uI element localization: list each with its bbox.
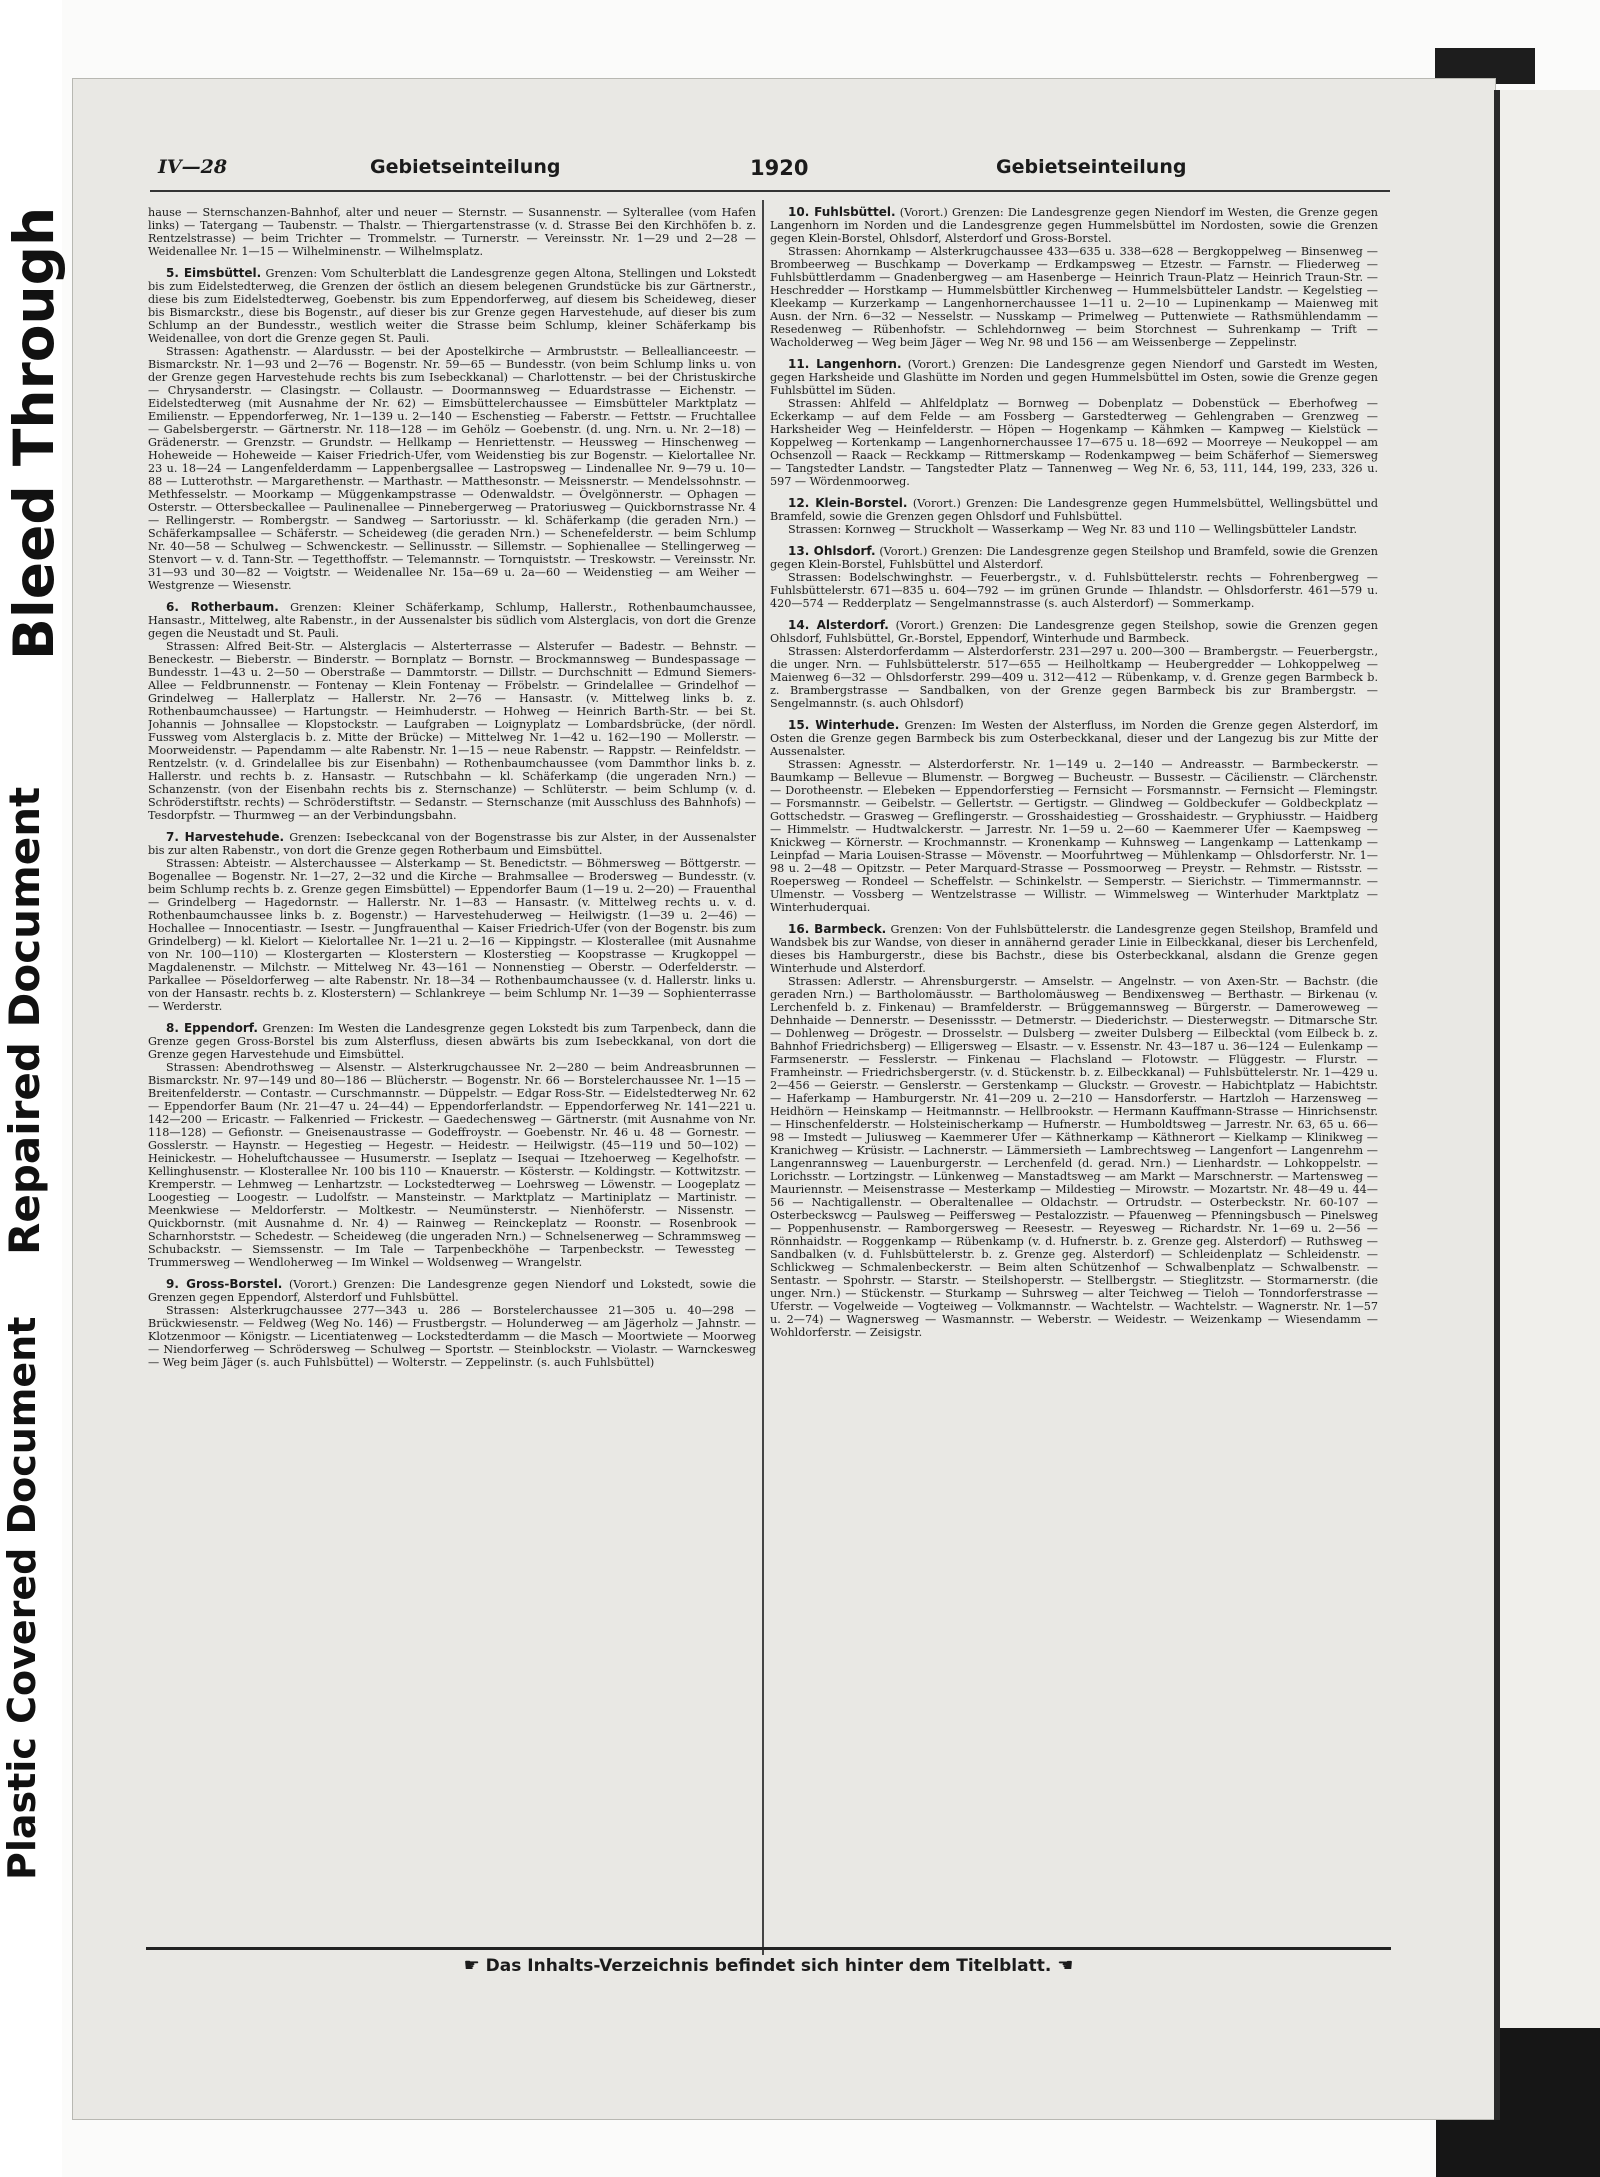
district-8 xyxy=(148,1022,756,1269)
district-16-title: 16. Barmbeck. xyxy=(788,922,887,936)
page-number: IV—28 xyxy=(158,156,228,178)
district-13-streets: Strassen: Bodelschwinghstr. — Feuerbergstr., v. d. Fuhlsbüttelerstr. rechts — Fohrenbergweg — Fuhlsbüttelerstr. 671—835 u. 604—792 — im grünen Grunde — Ihlandstr. — Ohlsdorferstr. 461—579 u. 420—574 — Redderplatz — Sengelmannstrasse (s. auch Alsterdorf) — Sommerkamp. xyxy=(770,571,1378,610)
district-7-streets: Strassen: Abteistr. — Alsterchaussee — Alsterkamp — St. Benedictstr. — Böhmersweg — Böttgerstr. — Bogenallee — Bogenstr. Nr. 1—27, 2—32 und die Kirche — Brahmsallee — Brodersweg — Bundesstr. (v. beim Schlump rechts b. z. Grenze gegen Eimsbüttel) — Eppendorfer Baum (1—19 u. 2—20) — Frauenthal — Grindelberg — Hagedornstr. — Hallerstr. Nr. 1—83 — Hansastr. (v. Mittelweg rechts u. v. d. Rothenbaumchaussee links b. z. Bogenstr.) — Harvestehuderweg — Heilwigstr. (1—39 u. 2—46) — Hochallee — Innocentiastr. — Isestr. — Jungfrauenthal — Kaiser Friedrich-Ufer (von der Bogenstr. bis zum Grindelberg) — kl. Kielort — Kielortallee Nr. 1—21 u. 2—16 — Kippingstr. — Klosterallee (mit Ausnahme von Nr. 100—110) — Klostergarten — Klosterstern — Klosterstieg — Koopstrasse — Krugkoppel — Magdalenenstr. — Milchstr. — Mittelweg Nr. 43—161 — Nonnenstieg — Oberstr. — Oderfelderstr. — Parkallee — Pöseldorferweg — alte Rabenstr. Nr. 18—34 — Rothenbaumchaussee (v. d. Hallerstr. links u. von der Hansastr. rechts b. z. Klosterstern) — Schlankreye — beim Schlump Nr. 1—39 — Sophienterrasse — Werderstr. xyxy=(148,857,756,1013)
pointing-hand-right-icon: ☛ xyxy=(463,1955,480,1976)
district-9-streets: Strassen: Alsterkrugchaussee 277—343 u. 286 — Borstelerchaussee 21—305 u. 40—298 — Brückwiesenstr. — Feldweg (Weg No. 146) — Frustbergstr. — Holunderweg — am Jägerholz — Jahnstr. — Klotzenmoor — Königstr. — Licentiatenweg — Lockstedterdamm — die Masch — Moortwiete — Moorweg — Niendorferweg — Schrödersweg — Schulweg — Sportstr. — Steinblockstr. — Violastr. — Warnckesweg — Weg beim Jäger (s. auch Fuhlsbüttel) — Wolterstr. — Zeppelinstr. (s. auch Fuhlsbüttel) xyxy=(148,1304,756,1369)
page-header xyxy=(150,150,1390,192)
district-5-title: 5. Eimsbüttel. xyxy=(166,266,262,280)
header-year: 1920 xyxy=(750,156,809,180)
district-14-streets: Strassen: Alsterdorferdamm — Alsterdorferstr. 231—297 u. 200—300 — Brambergstr. — Feuerbergstr., die unger. Nrn. — Fuhlsbüttelerstr. 517—655 — Heilholtkamp — Heubergredder — Lohkoppelweg — Maienweg 6—32 — Ohlsdorferstr. 299—409 u. 312—412 — Rübenkamp, v. d. Grenze gegen Barmbeck b. z. Brambergstrasse — Sandbalken, von der Grenze gegen Barmbeck bis zur Brambergstr. — Sengelmannstr. (s. auch Ohlsdorf) xyxy=(770,645,1378,710)
district-5 xyxy=(148,267,756,592)
district-6-streets: Strassen: Alfred Beit-Str. — Alsterglacis — Alsterterrasse — Alsterufer — Badestr. — Behnstr. — Beneckestr. — Bieberstr. — Binderstr. — Bornplatz — Bornstr. — Brockmannsweg — Bundespassage — Bundesstr. 1—43 u. 2—50 — Oberstraße — Dammtorstr. — Dillstr. — Durchschnitt — Edmund Siemers-Allee — Feldbrunnenstr. — Fontenay — Klein Fontenay — Fröbelstr. — Grindelallee — Grindelhof — Grindelweg — Hallerplatz — Hallerstr. Nr. 2—76 — Hansastr. (v. Mittelweg links b. z. Rothenbaumchaussee) — Hartungstr. — Heimhuderstr. — Hohweg — Heinrich Barth-Str. — bei St. Johannis — Johnsallee — Klopstockstr. — Laufgraben — Loignyplatz — Lombardsbrücke, (der nördl. Fussweg vom Alsterglacis b. z. Mitte der Brücke) — Mittelweg Nr. 1—42 u. 162—190 — Mollerstr. — Moorweidenstr. — Papendamm — alte Rabenstr. Nr. 1—15 — neue Rabenstr. — Rappstr. — Reinfeldstr. — Rentzelstr. (v. d. Grindelallee bis zur Eisenbahn) — Rothenbaumchaussee (vom Dammthor links b. z. Hallerstr. und rechts b. z. Hansastr. — Rutschbahn — kl. Schäferkamp (die ungeraden Nrn.) — Schanzenstr. (von der Eisenbahn rechts bis z. Sternschanze) — Schlüterstr. — beim Schlump (v. d. Schröderstiftstr. rechts) — Schröderstiftstr. — Sedanstr. — Sternschanze (mit Ausschluss des Bahnhofs) — Tesdorpfstr. — Thurmweg — an der Verbindungsbahn. xyxy=(148,640,756,822)
district-15 xyxy=(770,719,1378,914)
district-9 xyxy=(148,1278,756,1369)
district-11 xyxy=(770,358,1378,488)
header-title-right: Gebietseinteilung xyxy=(996,156,1187,178)
district-8-streets: Strassen: Abendrothsweg — Alsenstr. — Alsterkrugchaussee Nr. 2—280 — beim Andreasbrunnen — Bismarckstr. Nr. 97—149 und 80—186 — Blücherstr. — Bogenstr. Nr. 66 — Borstelerchaussee Nr. 1—15 — Breitenfelderstr. — Contastr. — Curschmannstr. — Düppelstr. — Edgar Ross-Str. — Eidelstedterweg Nr. 62 — Eppendorfer Baum (Nr. 21—47 u. 24—44) — Eppendorferlandstr. — Eppendorferweg Nr. 141—221 u. 142—200 — Ericastr. — Falkenried — Frickestr. — Gaedechensweg — Gärtnerstr. (mit Ausnahme von Nr. 118—128) — Gefionstr. — Gneisenaustrasse — Godeffroystr. — Goebenstr. Nr. 46 u. 48 — Gornestr. — Gosslerstr. — Haynstr. — Hegestieg — Hegestr. — Heidestr. — Heilwigstr. (45—119 und 50—102) — Heinickestr. — Hoheluftchaussee — Husumerstr. — Iseplatz — Isequai — Itzehoerweg — Kegelhofstr. — Kellinghusenstr. — Klosterallee Nr. 100 bis 110 — Knauerstr. — Kösterstr. — Koldingstr. — Kottwitzstr. — Kremperstr. — Lehmweg — Lenhartzstr. — Lockstedterweg — Loehrsweg — Löwenstr. — Loogeplatz — Loogestieg — Loogestr. — Ludolfstr. — Mansteinstr. — Marktplatz — Martiniplatz — Martinistr. — Meenkwiese — Meldorferstr. — Moltkestr. — Neumünsterstr. — Nienhöferstr. — Nissenstr. — Quickbornstr. (mit Ausnahme d. Nr. 4) — Rainweg — Reinckeplatz — Roonstr. — Rosenbrook — Scharnhorststr. — Schedestr. — Scheideweg (die ungeraden Nrn.) — Schnelsenerweg — Schrammsweg — Schubackstr. — Siemssenstr. — Im Tale — Tarpenbeckhöhe — Tarpenbeckstr. — Tewessteg — Trummersweg — Wendloherweg — Im Winkel — Woldsenweg — Wrangelstr. xyxy=(148,1061,756,1269)
district-12-boundaries: (Vorort.) Grenzen: Die Landesgrenze gegen Hummelsbüttel, Wellingsbüttel und Bramfeld, sowie die Grenzen gegen Ohlsdorf und Fuhlsbüttel. xyxy=(770,497,1378,523)
repaired-document-label: Repaired Document xyxy=(0,786,49,1255)
district-14 xyxy=(770,619,1378,710)
adjacent-page-strip xyxy=(1500,90,1600,2150)
district-7 xyxy=(148,831,756,1013)
footer-note xyxy=(146,1955,1391,1976)
header-title-left: Gebietseinteilung xyxy=(370,156,561,178)
district-7-boundaries: Grenzen: Isebeckcanal von der Bogenstrasse bis zur Alster, in der Aussenalster bis zur alten Rabenstr., von dort die Grenze gegen Rotherbaum und Eimsbüttel. xyxy=(148,831,756,857)
district-12-streets: Strassen: Kornweg — Struckholt — Wasserkamp — Weg Nr. 83 und 110 — Wellingsbütteler Landstr. xyxy=(788,523,1358,536)
district-13-boundaries: (Vorort.) Grenzen: Die Landesgrenze gegen Steilshop und Bramfeld, sowie die Grenzen gegen Klein-Borstel, Fuhlsbüttel und Alsterdorf. xyxy=(770,545,1378,571)
district-10-streets: Strassen: Ahornkamp — Alsterkrugchaussee 433—635 u. 338—628 — Bergkoppelweg — Binsenweg — Brombeerweg — Buschkamp — Doverkamp — Erdkampsweg — Etzestr. — Farnstr. — Fliederweg — Fuhlsbüttlerdamm — Gnadenbergweg — am Hasenberge — Heinrich Traun-Platz — Heinrich Traun-Str. — Heschredder — Horstkamp — Hummelsbüttler Kirchenweg — Hummelsbütteler Landstr. — Kegelstieg — Kleekamp — Kurzerkamp — Langenhornerchaussee 1—11 u. 2—10 — Lupinenkamp — Maienweg mit Ausn. der Nrn. 6—32 — Nesselstr. — Nusskamp — Primelweg — Puttenwiete — Rathsmühlendamm — Resedenweg — Rübenhofstr. — Schlehdornweg — beim Storchnest — Suhrenkamp — Trift — Wacholderweg — Weg beim Jäger — Weg Nr. 98 und 156 — am Weissenberge — Zeppelinstr. xyxy=(770,245,1378,349)
district-5-streets: Strassen: Agathenstr. — Alardusstr. — bei der Apostelkirche — Armbruststr. — Belleallianceestr. — Bismarckstr. Nr. 1—93 und 2—76 — Bogenstr. Nr. 59—65 — Bundesstr. (von beim Schlump links u. von der Grenze gegen Harvestehude rechts bis zum Isebeckkanal) — Charlottenstr. — bei der Christuskirche — Chrysanderstr. — Clasingstr. — Collaustr. — Doormannsweg — Eduardstrasse — Eichenstr. — Eidelstedterweg (mit Ausnahme der Nr. 62) — Eimsbüttelerchaussee — Eimsbütteler Marktplatz — Emilienstr. — Eppendorferweg, Nr. 1—139 u. 2—140 — Eschenstieg — Faberstr. — Fettstr. — Fruchtallee — Gabelsbergerstr. — Gärtnerstr. Nr. 118—128 — im Gehölz — Goebenstr. (d. ung. Nrn. u. Nr. 2—18) — Grädenerstr. — Grenzstr. — Grundstr. — Hellkamp — Henriettenstr. — Heussweg — Hinschenweg — Hoheweide — Hoheweide — Kaiser Friedrich-Ufer, vom Weidenstieg bis zur Bogenstr. — Kielortallee Nr. 23 u. 18—24 — Langenfelderdamm — Lappenbergsallee — Lastropsweg — Lindenallee Nr. 9—79 u. 10—88 — Lutterothstr. — Margarethenstr. — Marthastr. — Matthesonstr. — Meissnerstr. — Mendelssohnstr. — Methfesselstr. — Moorkamp — Müggenkampstrasse — Odenwaldstr. — Övelgönnerstr. — Ophagen — Osterstr. — Ottersbeckallee — Paulinenallee — Pinnebergerweg — Pratoriusweg — Quickbornstrasse Nr. 4 — Rellingerstr. — Rombergstr. — Sandweg — Sartoriusstr. — kl. Schäferkamp (die geraden Nrn.) — Schäferkampsallee — Schäferstr. — Scheideweg (die geraden Nrn.) — Schenefelderstr. — beim Schlump Nr. 40—58 — Schulweg — Schwenckestr. — Sellinusstr. — Sillemstr. — Sophienallee — Stellingerweg — Stenvort — v. d. Tann-Str. — Tegetthoffstr. — Telemannstr. — Tornquiststr. — Treskowstr. — Vereinsstr. Nr. 31—93 und 30—82 — Voigtstr. — Weidenallee Nr. 15a—69 u. 2a—60 — Weidenstieg — am Weiher — Westgrenze — Wiesenstr. xyxy=(148,345,756,592)
district-9-boundaries: (Vorort.) Grenzen: Die Landesgrenze gegen Niendorf und Lokstedt, sowie die Grenzen gegen Eppendorf, Alsterdorf und Fuhlsbüttel. xyxy=(148,1278,756,1304)
district-10-boundaries: (Vorort.) Grenzen: Die Landesgrenze gegen Niendorf im Westen, die Grenze gegen Langenhorn im Norden und die Landesgrenze gegen Hummelsbüttel im Nordosten, sowie die Grenzen gegen Klein-Borstel, Ohlsdorf, Alsterdorf und Gross-Borstel. xyxy=(770,206,1378,245)
district-12 xyxy=(770,497,1378,536)
left-column xyxy=(148,206,756,1946)
page-edge xyxy=(1494,90,1500,2120)
district-14-boundaries: (Vorort.) Grenzen: Die Landesgrenze gegen Steilshop, sowie die Grenzen gegen Ohlsdorf, Fuhlsbüttel, Gr.-Borstel, Eppendorf, Winterhude und Barmbeck. xyxy=(770,619,1378,645)
bleed-through-label: Bleed Through xyxy=(2,206,66,660)
scan-margin-left xyxy=(0,0,66,2177)
pointing-hand-left-icon: ☚ xyxy=(1057,1955,1074,1976)
district-16-boundaries: Grenzen: Von der Fuhlsbüttelerstr. die Landesgrenze gegen Steilshop, Bramfeld und Wandsbek bis zur Wandse, von dieser in annähernd gerader Linie in Eilbeckkanal, dieser bis Lerchenfeld, dieses bis Hamburgerstr., diese bis Bachstr., diese bis Osterbeckkanal, alsdann die Grenze gegen Winterhude und Alsterdorf. xyxy=(770,923,1378,975)
right-column xyxy=(770,206,1378,1946)
district-9-title: 9. Gross-Borstel. xyxy=(166,1277,283,1291)
footer-text: Das Inhalts-Verzeichnis befindet sich hinter dem Titelblatt. xyxy=(485,1956,1052,1976)
district-14-title: 14. Alsterdorf. xyxy=(788,618,889,632)
district-11-streets: Strassen: Ahlfeld — Ahlfeldplatz — Bornweg — Dobenplatz — Dobenstück — Eberhofweg — Eckerkamp — auf dem Felde — am Fossberg — Garstedterweg — Gehlengraben — Grenzweg — Harksheider Weg — Heinfelderstr. — Höpen — Hogenkamp — Kähmken — Kampweg — Kielstück — Koppelweg — Kortenkamp — Langenhornerchaussee 17—675 u. 18—692 — Moorreye — Neukoppel — am Ochsenzoll — Raack — Reckkamp — Rittmerskamp — Rodenkampweg — beim Schäferhof — Siemersweg — Tangstedter Landstr. — Tangstedter Platz — Tannenweg — Weg Nr. 6, 53, 111, 144, 199, 233, 326 u. 597 — Wördenmoorweg. xyxy=(770,397,1378,488)
district-13-title: 13. Ohlsdorf. xyxy=(788,544,876,558)
district-6-boundaries: Grenzen: Kleiner Schäferkamp, Schlump, Hallerstr., Rothenbaumchaussee, Hansastr., Mittelweg, alte Rabenstr., in der Aussenalster bis südlich vom Alsterglacis, von dort die Grenze gegen die Neustadt und St. Pauli. xyxy=(148,601,756,640)
district-4-streets-tail: hause — Sternschanzen-Bahnhof, alter und neuer — Sternstr. — Susannenstr. — Sylterallee (vom Hafen links) — Tatergang — Taubenstr. — Thalstr. — Thiergartenstrasse (v. d. Strasse Bei den Kirchhöfen b. z. Rentzelstrasse) — beim Trichter — Trommelstr. — Turnerstr. — Vereinsstr. Nr. 1—29 und 2—28 — Weidenallee Nr. 1—15 — Wilhelminenstr. — Wilhelmsplatz. xyxy=(148,206,756,258)
district-8-boundaries: Grenzen: Im Westen die Landesgrenze gegen Lokstedt bis zum Tarpenbeck, dann die Grenze gegen Gross-Borstel bis zum Alsterfluss, diesen abwärts bis zum Isebeckkanal, von dort die Grenze gegen Harvestehude und Eimsbüttel. xyxy=(148,1022,756,1061)
district-5-boundaries: Grenzen: Vom Schulterblatt die Landesgrenze gegen Altona, Stellingen und Lokstedt bis zum Eidelstedterweg, die Grenzen der östlich an diesem belegenen Grundstücke bis zur Gärtnerstr., diese bis zum Eidelstedterweg, Goebenstr. bis zum Eppendorferweg, auf diesem bis Scheideweg, dieser bis Bismarckstr., diese bis Bogenstr., auf dieser bis zur Grenze gegen Harvestehude, auf dieser bis zum Schlump an der Bundesstr., westlich weiter die Strasse beim Schlump, kleiner Schäferkamp bis Weidenallee, von dort die Grenze gegen St. Pauli. xyxy=(148,267,756,345)
district-7-title: 7. Harvestehude. xyxy=(166,830,285,844)
district-15-boundaries: Grenzen: Im Westen der Alsterfluss, im Norden die Grenze gegen Alsterdorf, im Osten die Grenze gegen Barmbeck bis zum Osterbeckkanal, dieser und der Langezug bis zur Mitte der Aussenalster. xyxy=(770,719,1378,758)
footer-rule xyxy=(146,1947,1391,1950)
district-8-title: 8. Eppendorf. xyxy=(166,1021,258,1035)
district-4-continuation xyxy=(148,206,756,258)
district-15-streets: Strassen: Agnesstr. — Alsterdorferstr. Nr. 1—149 u. 2—140 — Andreasstr. — Barmbeckerstr. — Baumkamp — Bellevue — Blumenstr. — Borgweg — Bucheustr. — Bussestr. — Cäcilienstr. — Clärchenstr. — Dorotheenstr. — Elebeken — Eppendorferstieg — Fernsicht — Forsmannstr. — Fernsicht — Flemingstr. — Forsmannstr. — Geibelstr. — Gellertstr. — Gertigstr. — Glindweg — Goldbeckufer — Goldbeckplatz — Gottschedstr. — Grasweg — Greflingerstr. — Grosshaidestieg — Grosshaidestr. — Gryphiusstr. — Haidberg — Himmelstr. — Hudtwalckerstr. — Jarrestr. Nr. 1—59 u. 2—60 — Kaemmerer Ufer — Kaempsweg — Knickweg — Körnerstr. — Krochmannstr. — Kronenkamp — Kuhnsweg — Langenkamp — Lattenkamp — Leinpfad — Maria Louisen-Strasse — Mövenstr. — Moorfuhrtweg — Mühlenkamp — Ohlsdorferstr. Nr. 1—98 u. 2—48 — Opitzstr. — Peter Marquard-Strasse — Possmoorweg — Preystr. — Rehmstr. — Ristsstr. — Roepersweg — Rondeel — Scheffelstr. — Schinkelstr. — Semperstr. — Sierichstr. — Timmermannstr. — Ulmenstr. — Vossberg — Wentzelstrasse — Willistr. — Wimmelsweg — Winterhuder Marktplatz — Winterhuderquai. xyxy=(770,758,1378,914)
district-16-streets: Strassen: Adlerstr. — Ahrensburgerstr. — Amselstr. — Angelnstr. — von Axen-Str. — Bachstr. (die geraden Nrn.) — Bartholomäusstr. — Bartholomäusweg — Bendixensweg — Berthastr. — Birkenau (v. Lerchenfeld b. z. Finkenau) — Bramfelderstr. — Brüggemannsweg — Bürgerstr. — Dameroweweg — Dehnhaide — Dennerstr. — Desenissstr. — Detmerstr. — Diederichstr. — Diesterwegstr. — Ditmarsche Str. — Dohlenweg — Drögestr. — Drosselstr. — Dulsberg — zweiter Dulsberg — Eilbecktal (vom Eilbeck b. z. Bahnhof Friedrichsberg) — Elligersweg — Elsastr. — v. Essenstr. Nr. 43—187 u. 36—124 — Eulenkamp — Farmsenerstr. — Fesslerstr. — Finkenau — Flachsland — Flotowstr. — Flüggestr. — Flurstr. — Framheinstr. — Friedrichsbergerstr. (v. d. Stückenstr. b. z. Eilbeckkanal) — Fuhlsbüttelerstr. Nr. 1—429 u. 2—456 — Geierstr. — Genslerstr. — Gerstenkamp — Gluckstr. — Grovestr. — Habichtplatz — Habichtstr. — Haferkamp — Hamburgerstr. Nr. 41—209 u. 2—210 — Hansdorferstr. — Hartzloh — Harzensweg — Heidhörn — Heinskamp — Heitmannstr. — Hellbrookstr. — Hermann Kauffmann-Strasse — Hinrichsenstr. — Hinschenfelderstr. — Holsteinischerkamp — Hufnerstr. — Humboldtsweg — Jarrestr. Nr. 63, 65 u. 66—98 — Imstedt — Juliusweg — Kaemmerer Ufer — Käthnerkamp — Käthnerort — Kielkamp — Klinikweg — Kranichweg — Krüsistr. — Lachnerstr. — Lämmersieth — Lambrechtsweg — Langenfort — Langenrehm — Langenrannsweg — Lauenburgerstr. — Lerchenfeld (d. gerad. Nrn.) — Lienhardstr. — Lohkoppelstr. — Lorichsstr. — Lortzingstr. — Lünkenweg — Manstadtsweg — am Markt — Marschnerstr. — Martensweg — Mauriennstr. — Meisenstrasse — Mesterkamp — Mildestieg — Mirowstr. — Mozartstr. Nr. 48—49 u. 44—56 — Nachtigallenstr. — Oberaltenallee — Oldachstr. — Ortrudstr. — Osterbeckstr. Nr. 60-107 — Osterbeckswcg — Paulsweg — Peiffersweg — Pestalozzistr. — Pfauenweg — Pfenningsbusch — Pinelsweg — Poppenhusenstr. — Ramborgersweg — Reesestr. — Reyesweg — Richardstr. Nr. 1—69 u. 2—56 — Rönnhaidstr. — Roggenkamp — Rübenkamp (v. d. Hufnerstr. b. z. Grenze geg. Alsterdorf) — Ruthsweg — Sandbalken (v. d. Fuhlsbüttelerstr. b. z. Grenze geg. Alsterdorf) — Schleidenplatz — Schleidenstr. — Schlickweg — Schmalenbeckerstr. — Beim alten Schützenhof — Schwalbenplatz — Schwalbenstr. — Sentastr. — Spohrstr. — Starstr. — Steilshoperstr. — Stellbergstr. — Stieglitzstr. — Stormarnerstr. (die unger. Nrn.) — Stückenstr. — Sturkamp — Suhrsweg — alter Teichweg — Tieloh — Tonndorferstrasse — Uferstr. — Vogelweide — Vogteiweg — Volkmannstr. — Wachtelstr. — Wachtelstr. — Wagnerstr. Nr. 1—57 u. 2—74) — Wagnersweg — Wasmannstr. — Weberstr. — Weidestr. — Weizenkamp — Wiesendamm — Wohldorferstr. — Zeisigstr. xyxy=(770,975,1378,1339)
district-11-boundaries: (Vorort.) Grenzen: Die Landesgrenze gegen Niendorf und Garstedt im Westen, gegen Harksheide und Glashütte im Norden und gegen Hummelsbüttel im Osten, sowie die Grenze gegen Fuhlsbüttel im Süden. xyxy=(770,358,1378,397)
district-6 xyxy=(148,601,756,822)
district-10-title: 10. Fuhlsbüttel. xyxy=(788,206,896,219)
column-divider xyxy=(762,200,764,1955)
plastic-covered-label: Plastic Covered Document xyxy=(0,1316,44,1880)
district-13 xyxy=(770,545,1378,610)
district-16 xyxy=(770,923,1378,1339)
district-15-title: 15. Winterhude. xyxy=(788,718,900,732)
district-12-title: 12. Klein-Borstel. xyxy=(788,496,908,510)
district-6-title: 6. Rotherbaum. xyxy=(166,600,279,614)
district-10 xyxy=(770,206,1378,349)
district-11-title: 11. Langenhorn. xyxy=(788,357,902,371)
